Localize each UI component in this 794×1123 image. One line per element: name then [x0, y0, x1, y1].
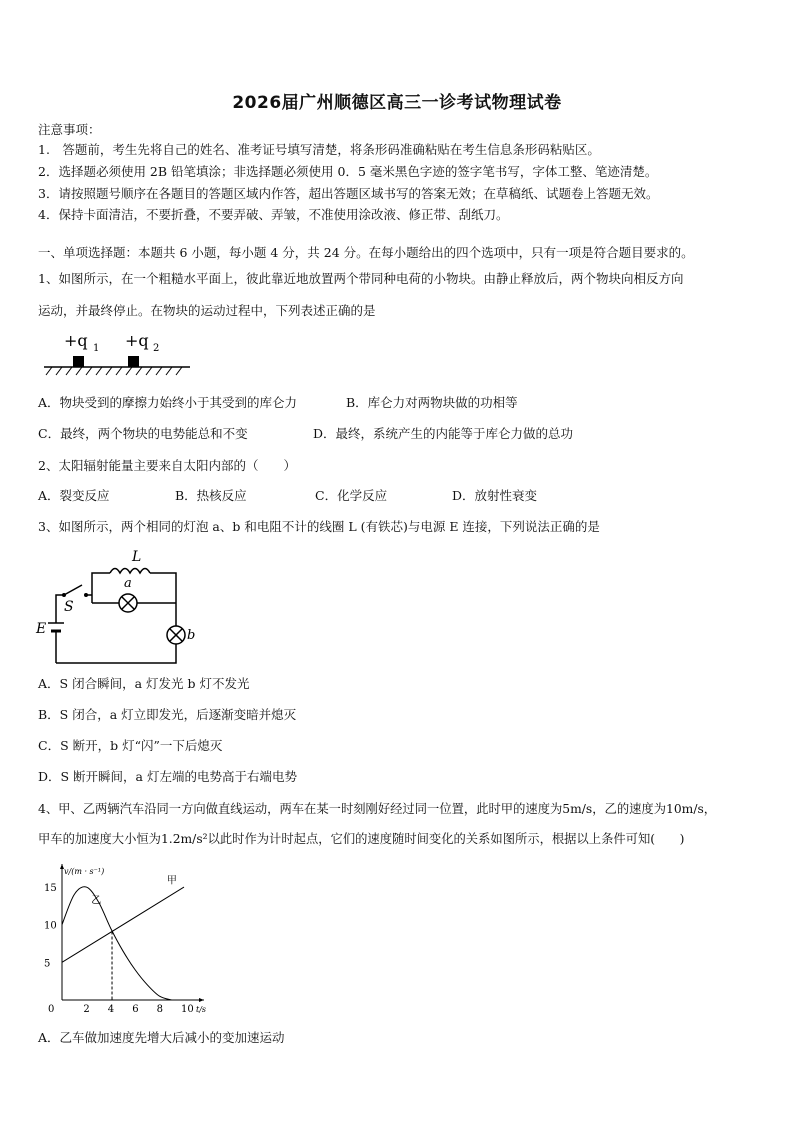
q4-stem-line1: 4、甲、乙两辆汽车沿同一方向做直线运动，两车在某一时刻刚好经过同一位置，此时甲的速度为5m/s，乙的速度为10m/s，: [38, 802, 717, 816]
x-tick-label: 10: [181, 1004, 194, 1015]
q2-option-b: B．热核反应: [175, 488, 247, 503]
x-axis-arrow: [199, 998, 204, 1002]
label-a: a: [124, 576, 132, 591]
x-tick-label: 8: [156, 1004, 163, 1015]
x-axis-label: t/s: [196, 1005, 207, 1014]
q2-option-a: A．裂变反应: [38, 488, 110, 503]
notice-item-1: 1. 答题前，考生先将自己的姓名、准考证号填写清楚，将条形码准确粘贴在考生信息条形码粘贴区。: [38, 142, 600, 157]
series-jia-label: 甲: [166, 875, 177, 887]
y-tick-label: 10: [44, 920, 57, 932]
q1-stem-line2: 运动，并最终停止。在物块的运动过程中，下列表述正确的是: [38, 303, 376, 318]
q3-circuit-figure: [36, 543, 196, 669]
y-tick-label: 15: [44, 883, 57, 895]
q1-stem-line1: 1、如图所示，在一个粗糙水平面上，彼此靠近地放置两个带同种电荷的小物块。由静止释放后，两个物块向相反方向: [38, 271, 684, 286]
label-S: S: [64, 599, 74, 615]
q1-ground-hatch: [46, 367, 182, 375]
q2-option-d: D．放射性衰变: [452, 488, 538, 503]
q1-charge2-sub: 2: [153, 343, 160, 354]
x-tick-label: 4: [107, 1004, 115, 1015]
q3-option-b: B．S 闭合，a 灯立即发光，后逐渐变暗并熄灭: [38, 707, 297, 722]
q2-option-c: C．化学反应: [315, 488, 388, 503]
notice-item-3: 3．请按照题号顺序在各题目的答题区域内作答，超出答题区域书写的答案无效；在草稿纸、试题卷上答题无效。: [38, 186, 659, 201]
notice-item-4: 4．保持卡面清洁，不要折叠，不要弄破、弄皱，不准使用涂改液、修正带、刮纸刀。: [38, 207, 509, 222]
wire-bottom: [56, 644, 176, 663]
q1-figure: [40, 326, 200, 382]
page-title: 2026届广州顺德区高三一诊考试物理试卷: [232, 93, 562, 113]
label-E: E: [36, 621, 47, 637]
y-axis-label: v/(m · s⁻¹): [64, 867, 105, 876]
q3-stem: 3、如图所示，两个相同的灯泡 a、b 和电阻不计的线圈 L (有铁芯)与电源 E 连接，下列说法正确的是: [38, 519, 600, 534]
q1-block-1: [73, 356, 84, 367]
series-yi-label: 乙: [91, 895, 102, 907]
q1-charge1-label: +q: [64, 331, 88, 350]
q4-vt-chart: [34, 862, 214, 1015]
q1-option-c: C．最终，两个物块的电势能总和不变: [38, 426, 248, 441]
x-tick-label: 6: [132, 1004, 139, 1015]
x-tick-label: 2: [83, 1004, 90, 1015]
q4-stem-line2: 甲车的加速度大小恒为1.2m/s²以此时作为计时起点，它们的速度随时间变化的关系如图所示，根据以上条件可知( ): [38, 832, 685, 846]
x-tick-label: 0: [48, 1004, 55, 1015]
q2-stem: 2、太阳辐射能量主要来自太阳内部的（ ）: [38, 458, 296, 473]
section-heading: 一、单项选择题：本题共 6 小题，每小题 4 分，共 24 分。在每小题给出的四个选项中，只有一项是符合题目要求的。: [38, 245, 694, 260]
switch-blade: [64, 585, 82, 595]
q1-block-2: [128, 356, 139, 367]
q3-option-d: D．S 断开瞬间，a 灯左端的电势高于右端电势: [38, 769, 297, 784]
q1-option-a: A．物块受到的摩擦力始终小于其受到的库仑力: [38, 395, 298, 410]
q1-charge1-sub: 1: [93, 343, 100, 354]
q3-option-c: C．S 断开，b 灯“闪”一下后熄灭: [38, 738, 223, 753]
notice-item-2: 2．选择题必须使用 2B 铅笔填涂；非选择题必须使用 0．5 毫米黑色字迹的签字笔书写，字体工整、笔迹清楚。: [38, 164, 658, 179]
q4-option-a: A．乙车做加速度先增大后减小的变加速运动: [38, 1030, 285, 1045]
wire-branch-top-left: [92, 573, 110, 603]
q3-option-a: A．S 闭合瞬间，a 灯发光 b 灯不发光: [38, 676, 250, 691]
label-L: L: [132, 549, 142, 565]
wire-left-upper: [56, 595, 64, 623]
notice-heading: 注意事项：: [38, 122, 101, 137]
wire-branch-top-right: [150, 573, 176, 603]
inductor-coil: [110, 569, 150, 574]
q1-option-b: B．库仑力对两物块做的功相等: [346, 395, 518, 410]
q1-option-d: D．最终，系统产生的内能等于库仑力做的总功: [313, 426, 574, 441]
y-tick-label: 5: [44, 958, 51, 970]
q1-charge2-label: +q: [125, 331, 149, 350]
label-b: b: [187, 628, 196, 643]
series-yi-curve: [62, 887, 172, 1000]
